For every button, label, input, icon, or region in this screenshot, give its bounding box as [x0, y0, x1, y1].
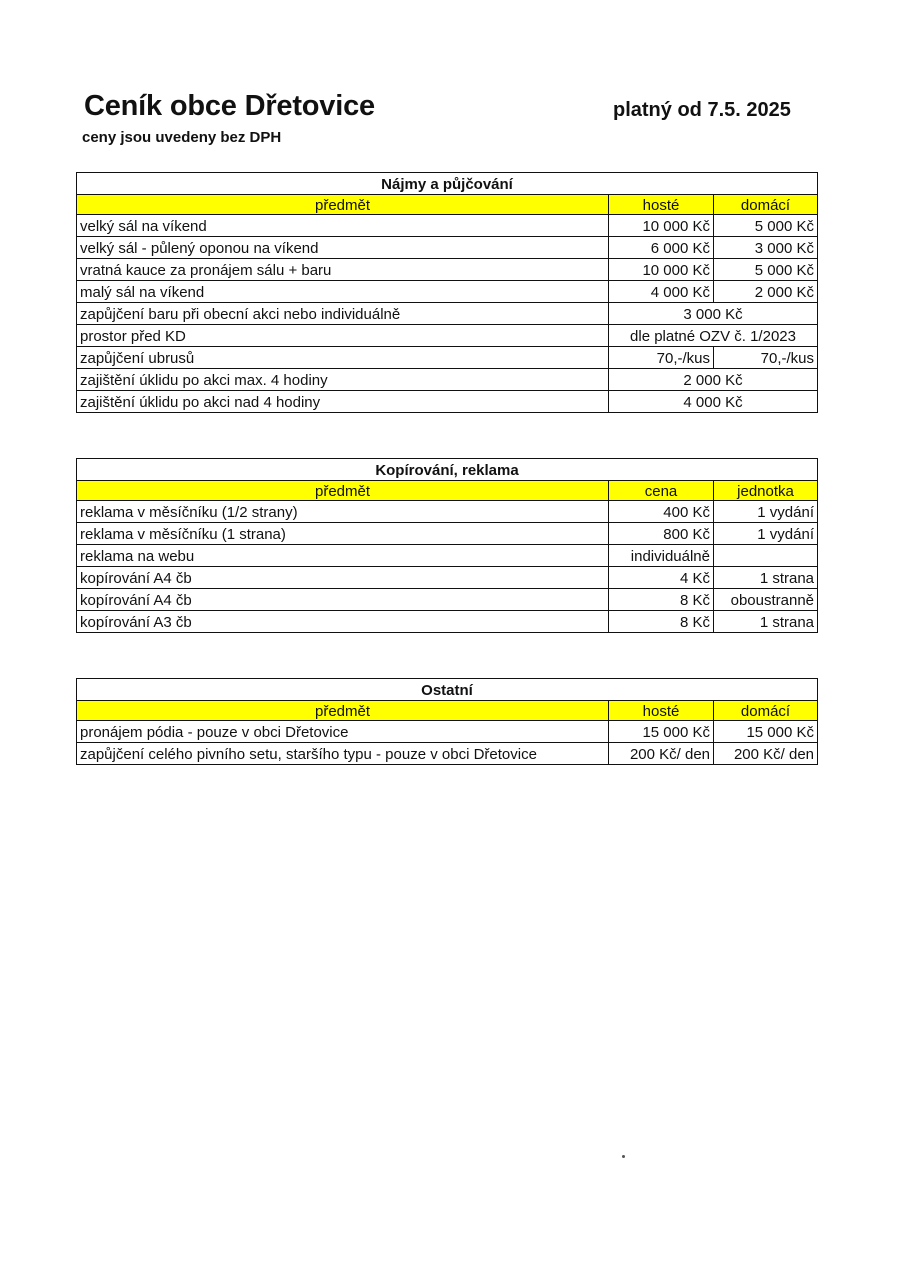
price: individuálně: [609, 545, 714, 567]
price-locals: 15 000 Kč: [714, 721, 818, 743]
table-row: [77, 743, 818, 765]
valid-from-date: platný od 7.5. 2025: [613, 99, 791, 121]
column-header-locals: domácí: [714, 701, 818, 721]
item-name: vratná kauce za pronájem sálu + baru: [77, 259, 609, 281]
price: 400 Kč: [609, 501, 714, 523]
table-row: [77, 259, 818, 281]
item-name: reklama v měsíčníku (1 strana): [77, 523, 609, 545]
unit: 1 vydání: [714, 501, 818, 523]
copying-ads-price-table: [76, 458, 818, 633]
item-name: kopírování A3 čb: [77, 611, 609, 633]
unit: [714, 545, 818, 567]
price-merged: 2 000 Kč: [609, 369, 818, 391]
item-name: zapůjčení ubrusů: [77, 347, 609, 369]
price-merged: 4 000 Kč: [609, 391, 818, 413]
price-guests: 200 Kč/ den: [609, 743, 714, 765]
price-guests: 15 000 Kč: [609, 721, 714, 743]
table-row: [77, 237, 818, 259]
item-name: zapůjčení baru při obecní akci nebo individuálně: [77, 303, 609, 325]
price: 8 Kč: [609, 589, 714, 611]
price-guests: 6 000 Kč: [609, 237, 714, 259]
price-locals: 2 000 Kč: [714, 281, 818, 303]
table-row: [77, 347, 818, 369]
item-name: zajištění úklidu po akci nad 4 hodiny: [77, 391, 609, 413]
other-price-table: [76, 678, 818, 765]
price-locals: 5 000 Kč: [714, 259, 818, 281]
column-header-locals: domácí: [714, 195, 818, 215]
column-header-item: předmět: [77, 701, 609, 721]
column-header-guests: hosté: [609, 701, 714, 721]
table-row: [77, 391, 818, 413]
table-row: [77, 545, 818, 567]
unit: 1 vydání: [714, 523, 818, 545]
price-guests: 10 000 Kč: [609, 259, 714, 281]
table-row: [77, 589, 818, 611]
unit: oboustranně: [714, 589, 818, 611]
price-merged: dle platné OZV č. 1/2023: [609, 325, 818, 347]
scan-speck: [622, 1155, 625, 1158]
table-row: [77, 215, 818, 237]
item-name: reklama v měsíčníku (1/2 strany): [77, 501, 609, 523]
price: 800 Kč: [609, 523, 714, 545]
column-header-item: předmět: [77, 481, 609, 501]
item-name: reklama na webu: [77, 545, 609, 567]
table-row: [77, 501, 818, 523]
unit: 1 strana: [714, 611, 818, 633]
section-title: Kopírování, reklama: [77, 459, 818, 481]
table-row: [77, 611, 818, 633]
column-header-guests: hosté: [609, 195, 714, 215]
table-row: [77, 281, 818, 303]
item-name: velký sál na víkend: [77, 215, 609, 237]
section-title: Nájmy a půjčování: [77, 173, 818, 195]
unit: 1 strana: [714, 567, 818, 589]
rental-price-table: [76, 172, 818, 413]
price-guests: 10 000 Kč: [609, 215, 714, 237]
vat-note: ceny jsou uvedeny bez DPH: [82, 129, 282, 146]
table-row: [77, 567, 818, 589]
price-guests: 4 000 Kč: [609, 281, 714, 303]
table-row: [77, 325, 818, 347]
item-name: kopírování A4 čb: [77, 567, 609, 589]
price-locals: 70,-/kus: [714, 347, 818, 369]
price: 4 Kč: [609, 567, 714, 589]
item-name: malý sál na víkend: [77, 281, 609, 303]
column-header-price: cena: [609, 481, 714, 501]
item-name: velký sál - půlený oponou na víkend: [77, 237, 609, 259]
price-merged: 3 000 Kč: [609, 303, 818, 325]
table-row: [77, 369, 818, 391]
item-name: prostor před KD: [77, 325, 609, 347]
table-row: [77, 721, 818, 743]
item-name: zajištění úklidu po akci max. 4 hodiny: [77, 369, 609, 391]
item-name: pronájem pódia - pouze v obci Dřetovice: [77, 721, 609, 743]
section-title: Ostatní: [77, 679, 818, 701]
table-row: [77, 303, 818, 325]
column-header-unit: jednotka: [714, 481, 818, 501]
column-header-item: předmět: [77, 195, 609, 215]
price-locals: 5 000 Kč: [714, 215, 818, 237]
page-title: Ceník obce Dřetovice: [84, 90, 375, 122]
price-locals: 3 000 Kč: [714, 237, 818, 259]
item-name: zapůjčení celého pivního setu, staršího typu - pouze v obci Dřetovice: [77, 743, 609, 765]
price: 8 Kč: [609, 611, 714, 633]
table-row: [77, 523, 818, 545]
item-name: kopírování A4 čb: [77, 589, 609, 611]
price-locals: 200 Kč/ den: [714, 743, 818, 765]
price-guests: 70,-/kus: [609, 347, 714, 369]
